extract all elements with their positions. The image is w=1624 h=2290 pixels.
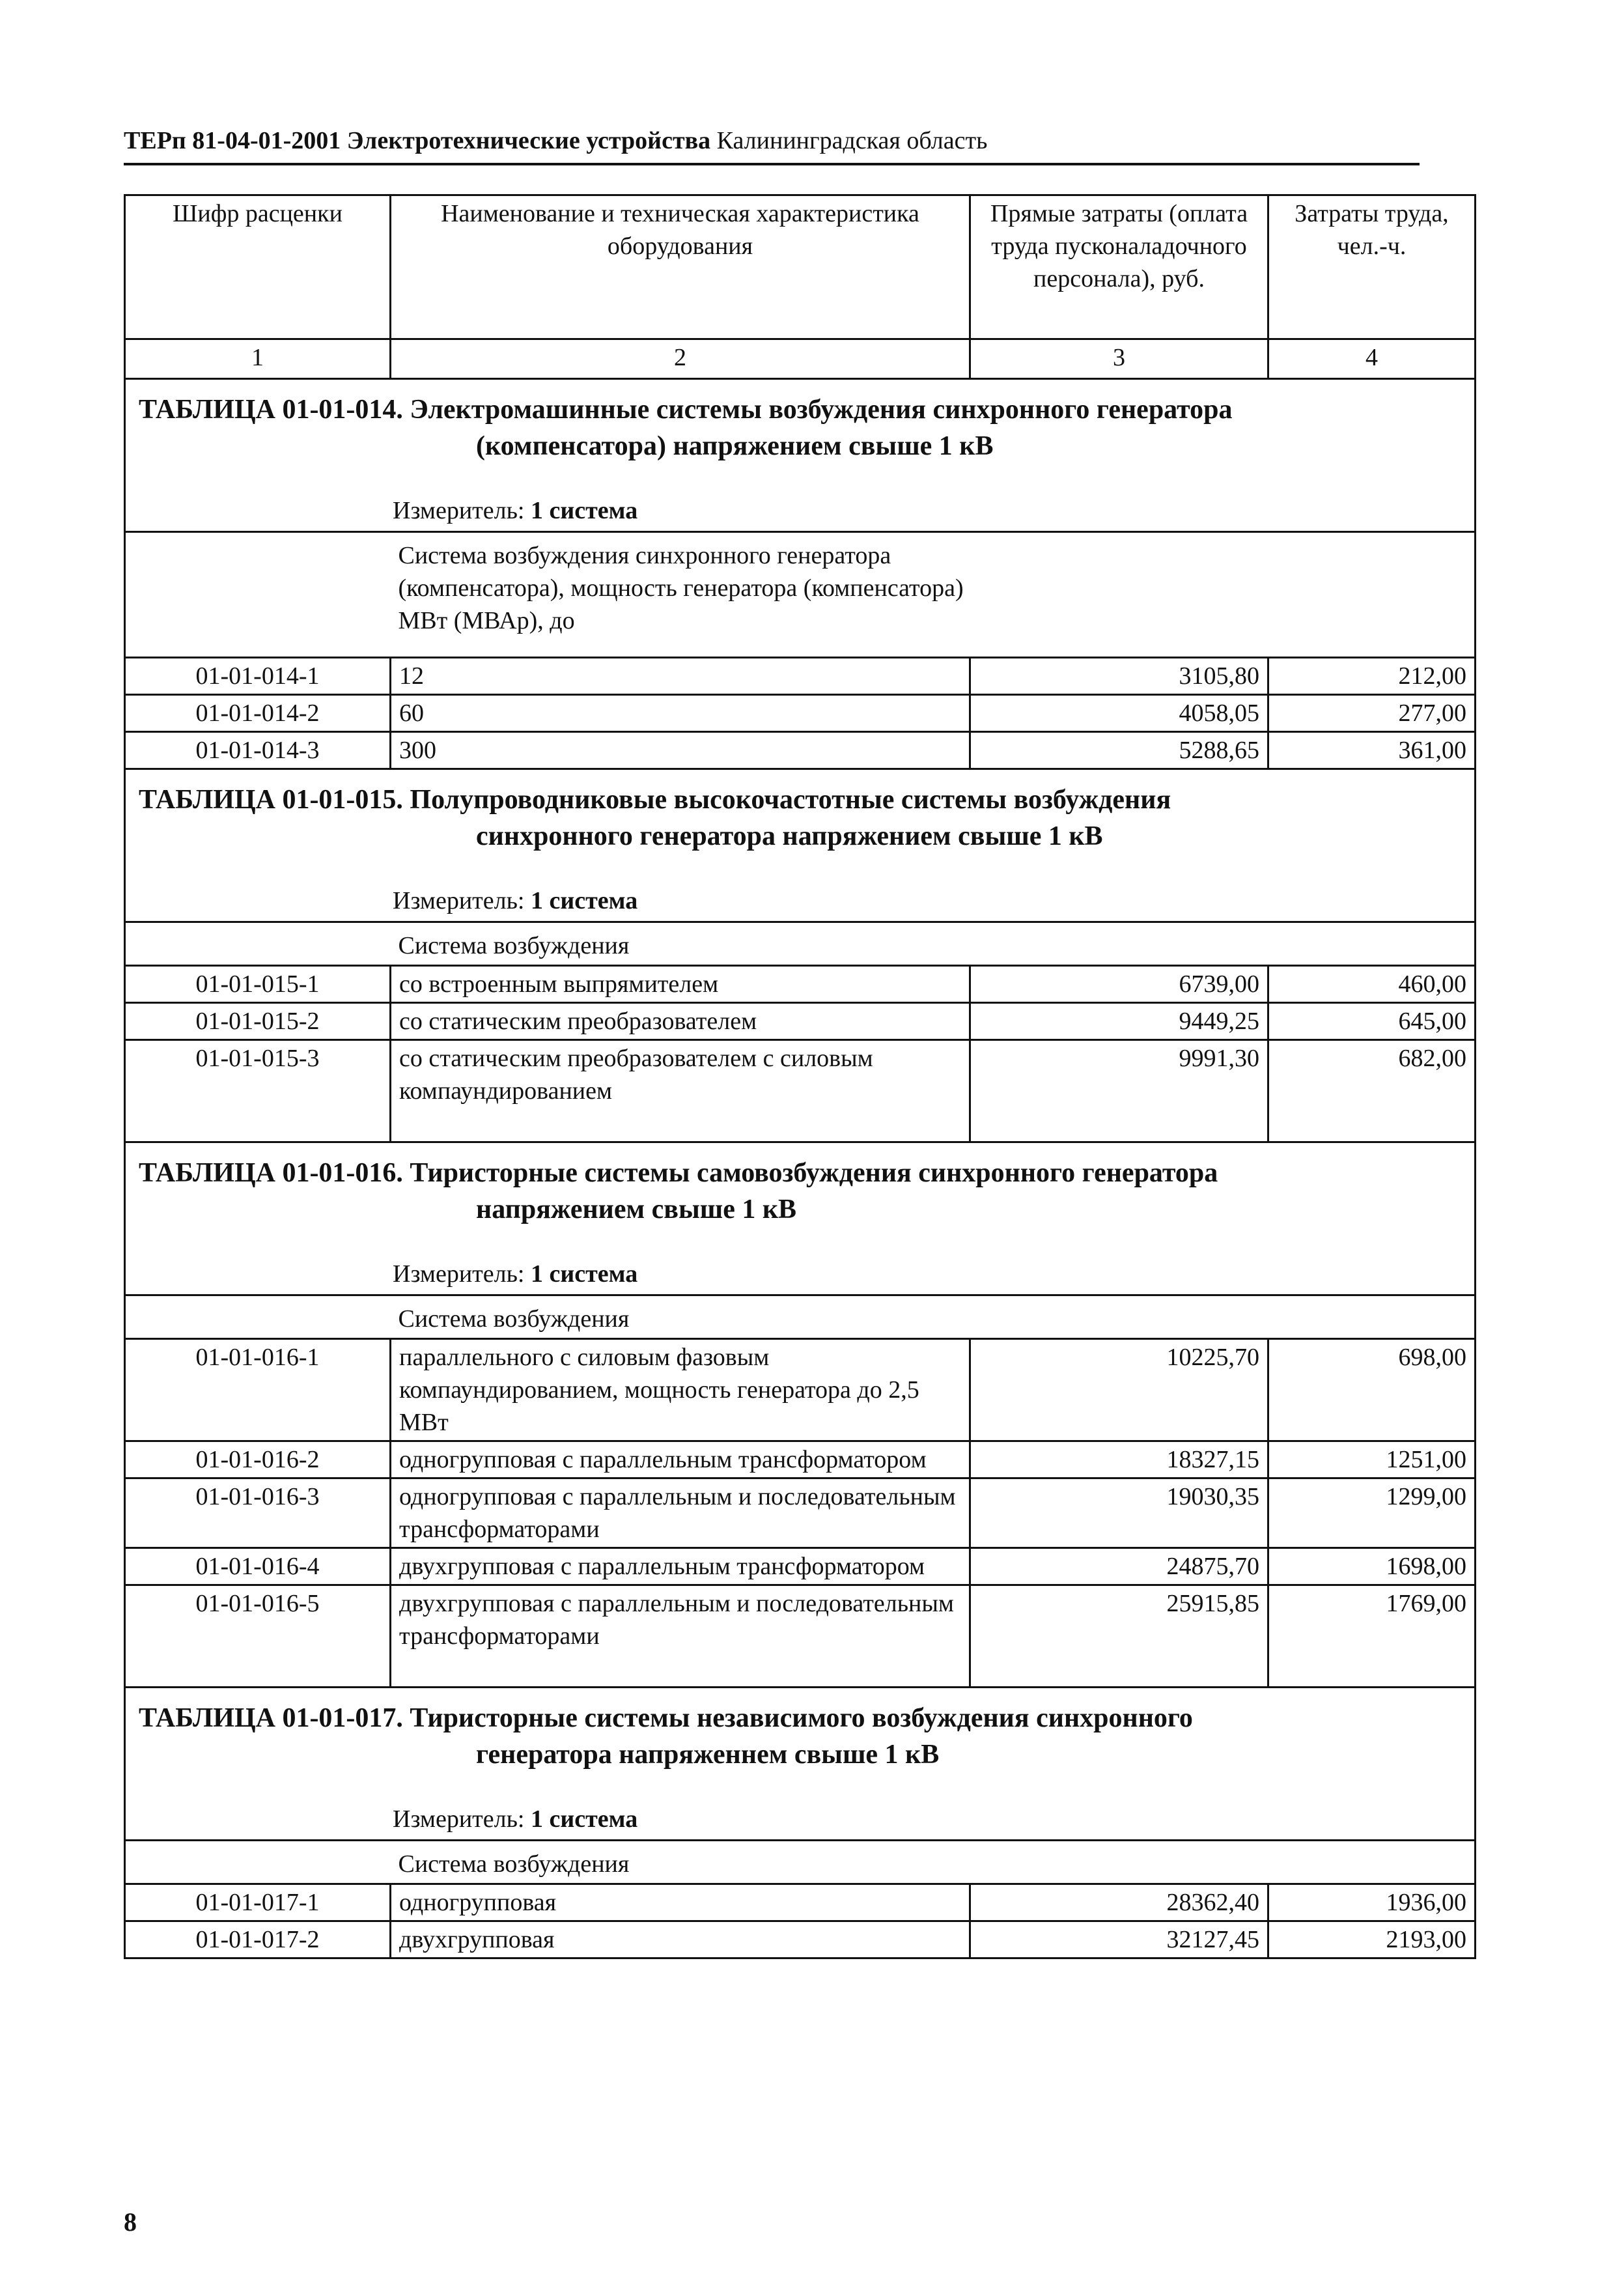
document-code: ТЕРп 81-04-01-2001 bbox=[124, 127, 341, 154]
section-title: ТАБЛИЦА 01-01-016. Тиристорные системы самовозбуждения синхронного генератора bbox=[139, 1158, 1218, 1188]
rate-labor: 361,00 bbox=[1268, 732, 1476, 769]
document-title: Электротехнические устройства bbox=[346, 127, 711, 154]
table-row bbox=[125, 1884, 1476, 1921]
rate-code: 01-01-015-1 bbox=[125, 966, 391, 1003]
rate-cost: 4058,05 bbox=[970, 695, 1268, 732]
rate-code: 01-01-016-5 bbox=[125, 1585, 391, 1688]
column-number: 3 bbox=[970, 339, 1268, 379]
rate-code: 01-01-014-2 bbox=[125, 695, 391, 732]
rate-labor: 1698,00 bbox=[1268, 1548, 1476, 1585]
rate-labor: 2193,00 bbox=[1268, 1921, 1476, 1958]
rate-name: параллельного с силовым фазовым компаундированием, мощность генератора до 2,5 МВт bbox=[391, 1339, 970, 1441]
section-title: генератора напряженнем свыше 1 кВ bbox=[476, 1740, 940, 1770]
table-row bbox=[125, 966, 1476, 1003]
rate-labor: 682,00 bbox=[1268, 1040, 1476, 1142]
table-row bbox=[125, 1441, 1476, 1478]
column-number: 2 bbox=[391, 339, 970, 379]
section-title: ТАБЛИЦА 01-01-015. Полупроводниковые высокочастотные системы возбуждения bbox=[139, 785, 1171, 815]
section-title-row bbox=[125, 1142, 1476, 1232]
rate-labor: 1769,00 bbox=[1268, 1585, 1476, 1688]
rate-cost: 25915,85 bbox=[970, 1585, 1268, 1688]
section-title-row bbox=[125, 1688, 1476, 1777]
column-header-code: Шифр расценки bbox=[125, 195, 391, 339]
rate-code: 01-01-015-2 bbox=[125, 1003, 391, 1040]
section-title: синхронного генератора напряжением свыше 1 кВ bbox=[476, 821, 1103, 851]
meter-value: 1 система bbox=[531, 497, 638, 524]
group-row bbox=[125, 1841, 1476, 1884]
table-row bbox=[125, 1585, 1476, 1688]
column-header-row bbox=[125, 195, 1476, 339]
table-row bbox=[125, 732, 1476, 769]
section-meter-row bbox=[125, 858, 1476, 922]
section-title: ТАБЛИЦА 01-01-017. Тиристорные системы независимого возбуждения синхронного bbox=[139, 1703, 1193, 1733]
rate-cost: 28362,40 bbox=[970, 1884, 1268, 1921]
rate-cost: 18327,15 bbox=[970, 1441, 1268, 1478]
meter-value: 1 система bbox=[531, 1260, 638, 1288]
rate-name: двухгрупповая bbox=[391, 1921, 970, 1958]
rate-cost: 3105,80 bbox=[970, 658, 1268, 695]
rate-name: одногрупповая с параллельным трансформатором bbox=[391, 1441, 970, 1478]
rate-code: 01-01-017-2 bbox=[125, 1921, 391, 1958]
rate-labor: 1936,00 bbox=[1268, 1884, 1476, 1921]
rate-cost: 9449,25 bbox=[970, 1003, 1268, 1040]
rate-cost: 32127,45 bbox=[970, 1921, 1268, 1958]
group-row bbox=[125, 922, 1476, 966]
rate-code: 01-01-016-3 bbox=[125, 1478, 391, 1548]
rate-name: одногрупповая bbox=[391, 1884, 970, 1921]
rate-cost: 6739,00 bbox=[970, 966, 1268, 1003]
rate-code: 01-01-014-3 bbox=[125, 732, 391, 769]
rate-name: двухгрупповая с параллельным трансформатором bbox=[391, 1548, 970, 1585]
column-number: 1 bbox=[125, 339, 391, 379]
table-row bbox=[125, 1003, 1476, 1040]
rate-code: 01-01-016-1 bbox=[125, 1339, 391, 1441]
column-number-row bbox=[125, 339, 1476, 379]
rate-labor: 698,00 bbox=[1268, 1339, 1476, 1441]
table-row bbox=[125, 1478, 1476, 1548]
section-title: напряжением свыше 1 кВ bbox=[476, 1194, 797, 1224]
section-title: (компенсатора) напряжением свыше 1 кВ bbox=[476, 431, 994, 461]
rate-name: одногрупповая с параллельным и последовательным трансформаторами bbox=[391, 1478, 970, 1548]
group-row bbox=[125, 1295, 1476, 1339]
rate-name: 12 bbox=[391, 658, 970, 695]
section-title-row bbox=[125, 379, 1476, 469]
group-row bbox=[125, 532, 1476, 658]
meter-label: Измеритель: bbox=[393, 887, 525, 914]
group-label: Система возбуждения bbox=[391, 1841, 1476, 1884]
rate-name: со статическим преобразователем bbox=[391, 1003, 970, 1040]
rate-name: двухгрупповая с параллельным и последовательным трансформаторами bbox=[391, 1585, 970, 1688]
rate-name: со встроенным выпрямителем bbox=[391, 966, 970, 1003]
rate-code: 01-01-017-1 bbox=[125, 1884, 391, 1921]
document-region: Калининградская область bbox=[716, 127, 988, 154]
table-row bbox=[125, 1921, 1476, 1958]
table-row bbox=[125, 1339, 1476, 1441]
rates-table bbox=[124, 194, 1476, 1959]
rate-cost: 24875,70 bbox=[970, 1548, 1268, 1585]
group-label: Система возбуждения синхронного генератора (компенсатора), мощность генератора (компенсатора) МВт (МВАр), до bbox=[398, 542, 964, 634]
rate-code: 01-01-016-2 bbox=[125, 1441, 391, 1478]
table-row bbox=[125, 658, 1476, 695]
meter-value: 1 система bbox=[531, 887, 638, 914]
column-header-name: Наименование и техническая характеристика оборудования bbox=[391, 195, 970, 339]
meter-value: 1 система bbox=[531, 1805, 638, 1833]
rate-labor: 1299,00 bbox=[1268, 1478, 1476, 1548]
rate-labor: 1251,00 bbox=[1268, 1441, 1476, 1478]
section-title-row bbox=[125, 769, 1476, 859]
column-header-labor: Затраты труда, чел.-ч. bbox=[1268, 195, 1476, 339]
section-meter-row bbox=[125, 468, 1476, 532]
section-title: ТАБЛИЦА 01-01-014. Электромашинные системы возбуждения синхронного генератора bbox=[139, 395, 1233, 425]
rate-code: 01-01-016-4 bbox=[125, 1548, 391, 1585]
column-header-cost: Прямые затраты (оплата труда пусконаладочного персонала), руб. bbox=[970, 195, 1268, 339]
meter-label: Измеритель: bbox=[393, 1805, 525, 1833]
table-row bbox=[125, 1040, 1476, 1142]
section-meter-row bbox=[125, 1232, 1476, 1295]
rate-cost: 5288,65 bbox=[970, 732, 1268, 769]
rate-name: 60 bbox=[391, 695, 970, 732]
rate-cost: 9991,30 bbox=[970, 1040, 1268, 1142]
column-number: 4 bbox=[1268, 339, 1476, 379]
table-row bbox=[125, 695, 1476, 732]
rate-labor: 277,00 bbox=[1268, 695, 1476, 732]
page-header bbox=[124, 125, 1420, 156]
rate-labor: 212,00 bbox=[1268, 658, 1476, 695]
rate-code: 01-01-015-3 bbox=[125, 1040, 391, 1142]
header-rule bbox=[124, 163, 1420, 165]
section-meter-row bbox=[125, 1777, 1476, 1841]
rate-cost: 19030,35 bbox=[970, 1478, 1268, 1548]
rate-code: 01-01-014-1 bbox=[125, 658, 391, 695]
meter-label: Измеритель: bbox=[393, 1260, 525, 1288]
rate-name: 300 bbox=[391, 732, 970, 769]
rate-cost: 10225,70 bbox=[970, 1339, 1268, 1441]
rate-labor: 460,00 bbox=[1268, 966, 1476, 1003]
rate-labor: 645,00 bbox=[1268, 1003, 1476, 1040]
page-number: 8 bbox=[124, 2207, 137, 2237]
table-row bbox=[125, 1548, 1476, 1585]
group-label: Система возбуждения bbox=[391, 922, 1476, 966]
meter-label: Измеритель: bbox=[393, 497, 525, 524]
rate-name: со статическим преобразователем с силовым компаундированием bbox=[391, 1040, 970, 1142]
group-label: Система возбуждения bbox=[391, 1295, 1476, 1339]
